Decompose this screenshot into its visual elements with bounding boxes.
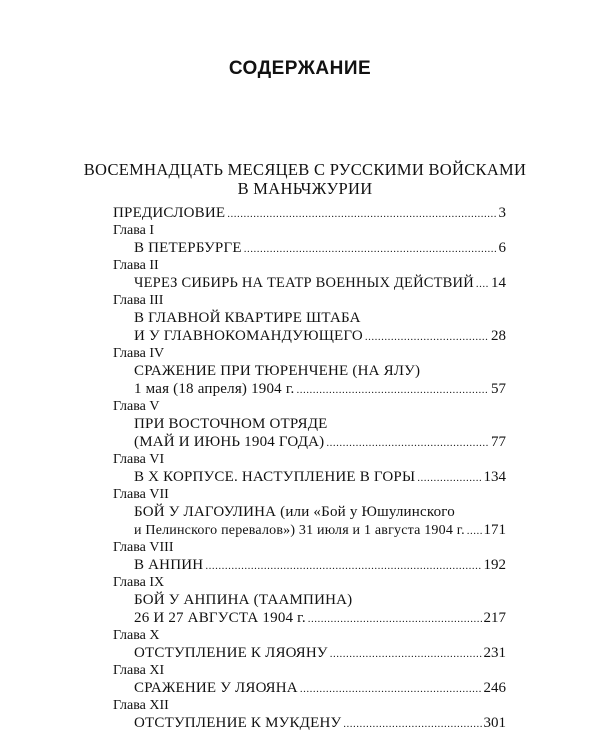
page-number: 134 <box>483 469 506 485</box>
toc-entry[interactable] <box>113 345 506 398</box>
toc-entry-final-line <box>113 679 506 697</box>
toc-entry-final-line <box>113 556 506 574</box>
chapter-label: Глава III <box>113 293 164 308</box>
chapter-label: Глава XII <box>113 698 169 713</box>
chapter-label: Глава IX <box>113 575 165 590</box>
chapter-title-text: БОЙ У ЛАГОУЛИНА (или «Бой у Юшулинского <box>134 504 455 520</box>
dot-leader <box>326 434 489 452</box>
chapter-label: Глава IV <box>113 346 165 361</box>
chapter-label: Глава II <box>113 258 159 273</box>
chapter-title-text: ПРИ ВОСТОЧНОМ ОТРЯДЕ <box>134 416 328 432</box>
chapter-title-text: И У ГЛАВНОКОМАНДУЮЩЕГО <box>134 328 363 344</box>
toc-entry-final-line <box>113 433 506 451</box>
page-number: 171 <box>483 522 506 538</box>
dot-leader <box>227 205 496 223</box>
chapter-title-text: 26 И 27 АВГУСТА 1904 г. <box>134 610 306 626</box>
chapter-title-text: В ГЛАВНОЙ КВАРТИРЕ ШТАБА <box>134 310 361 326</box>
chapter-label: Глава I <box>113 223 155 238</box>
toc-entry-final-line <box>113 714 506 732</box>
toc-entry-final-line <box>113 274 506 292</box>
toc-entry[interactable] <box>113 398 506 451</box>
toc-entry-final-line <box>113 644 506 662</box>
dot-leader <box>417 469 481 487</box>
dot-leader <box>467 522 482 540</box>
toc-entry-final-line <box>113 380 506 398</box>
toc-entry-final-line <box>113 609 506 627</box>
toc-entry-line <box>113 591 506 609</box>
toc-entry[interactable] <box>113 574 506 627</box>
chapter-label: Глава VII <box>113 487 169 502</box>
chapter-title-text: В ПЕТЕРБУРГЕ <box>134 240 242 256</box>
page-title: СОДЕРЖАНИЕ <box>228 58 372 79</box>
chapter-label: Глава V <box>113 399 160 414</box>
toc-entry-line <box>113 362 506 380</box>
dot-leader <box>343 715 481 733</box>
chapter-label: Глава X <box>113 628 160 643</box>
toc-entry-final-line <box>113 239 506 257</box>
toc-entry[interactable] <box>113 451 506 486</box>
toc-entry-line <box>113 415 506 433</box>
book-title-line-2: В МАНЬЧЖУРИИ <box>237 179 373 198</box>
page-number: 6 <box>498 240 506 256</box>
chapter-title-text: СРАЖЕНИЕ ПРИ ТЮРЕНЧЕНЕ (НА ЯЛУ) <box>134 363 421 379</box>
dot-leader <box>205 557 481 575</box>
page-number: 246 <box>483 680 506 696</box>
toc-entry-line <box>113 503 506 521</box>
toc-entry-final-line <box>113 327 506 345</box>
chapter-title-text: и Пелинского перевалов») 31 июля и 1 августа 1904 г. <box>134 523 465 538</box>
dot-leader <box>476 275 489 293</box>
toc-entry[interactable] <box>113 662 506 697</box>
toc-entry[interactable] <box>113 292 506 345</box>
page-number: 231 <box>483 645 506 661</box>
page-number: 301 <box>483 715 506 731</box>
book-title <box>80 160 530 198</box>
chapter-title-text: ОТСТУПЛЕНИЕ К МУКДЕНУ <box>134 715 342 731</box>
dot-leader <box>296 381 489 399</box>
toc-entry-final-line <box>113 521 506 539</box>
page-number: 14 <box>491 275 506 291</box>
chapter-title-text: В X КОРПУСЕ. НАСТУПЛЕНИЕ В ГОРЫ <box>134 469 416 485</box>
page-number: 3 <box>498 205 506 221</box>
page-number: 192 <box>483 557 506 573</box>
book-title-line-1: ВОСЕМНАДЦАТЬ МЕСЯЦЕВ С РУССКИМИ ВОЙСКАМИ <box>83 160 527 179</box>
chapter-title-text: (МАЙ И ИЮНЬ 1904 ГОДА) <box>134 434 325 450</box>
page-number: 28 <box>491 328 506 344</box>
toc-entry-final-line <box>113 468 506 486</box>
toc-entry[interactable] <box>113 222 506 257</box>
toc-entry[interactable] <box>113 486 506 539</box>
chapter-label: Глава XI <box>113 663 165 678</box>
toc-entry[interactable] <box>113 627 506 662</box>
chapter-title-text: В АНПИН <box>134 557 204 573</box>
toc-entry[interactable] <box>113 697 506 732</box>
toc-entry[interactable] <box>113 204 506 222</box>
chapter-title-text: ЧЕРЕЗ СИБИРЬ НА ТЕАТР ВОЕННЫХ ДЕЙСТВИЙ <box>134 275 474 291</box>
dot-leader <box>330 645 482 663</box>
chapter-label: Глава VI <box>113 452 165 467</box>
page-number: 217 <box>483 610 506 626</box>
chapter-title-text: БОЙ У АНПИНА (ТААМПИНА) <box>134 592 353 608</box>
dot-leader <box>244 240 497 258</box>
chapter-title-text: СРАЖЕНИЕ У ЛЯОЯНА <box>134 680 298 696</box>
page-number: 57 <box>491 381 506 397</box>
chapter-title-text: ОТСТУПЛЕНИЕ К ЛЯОЯНУ <box>134 645 328 661</box>
dot-leader <box>365 328 489 346</box>
toc-entry[interactable] <box>113 539 506 574</box>
toc-entry[interactable] <box>113 257 506 292</box>
chapter-label: Глава VIII <box>113 540 174 555</box>
dot-leader <box>300 680 482 698</box>
dot-leader <box>308 610 482 628</box>
chapter-title-text: ПРЕДИСЛОВИЕ <box>113 205 226 221</box>
table-of-contents <box>113 204 506 732</box>
chapter-title-text: 1 мая (18 апреля) 1904 г. <box>134 381 295 397</box>
toc-entry-final-line <box>113 204 506 222</box>
toc-entry-line <box>113 309 506 327</box>
page-number: 77 <box>491 434 506 450</box>
